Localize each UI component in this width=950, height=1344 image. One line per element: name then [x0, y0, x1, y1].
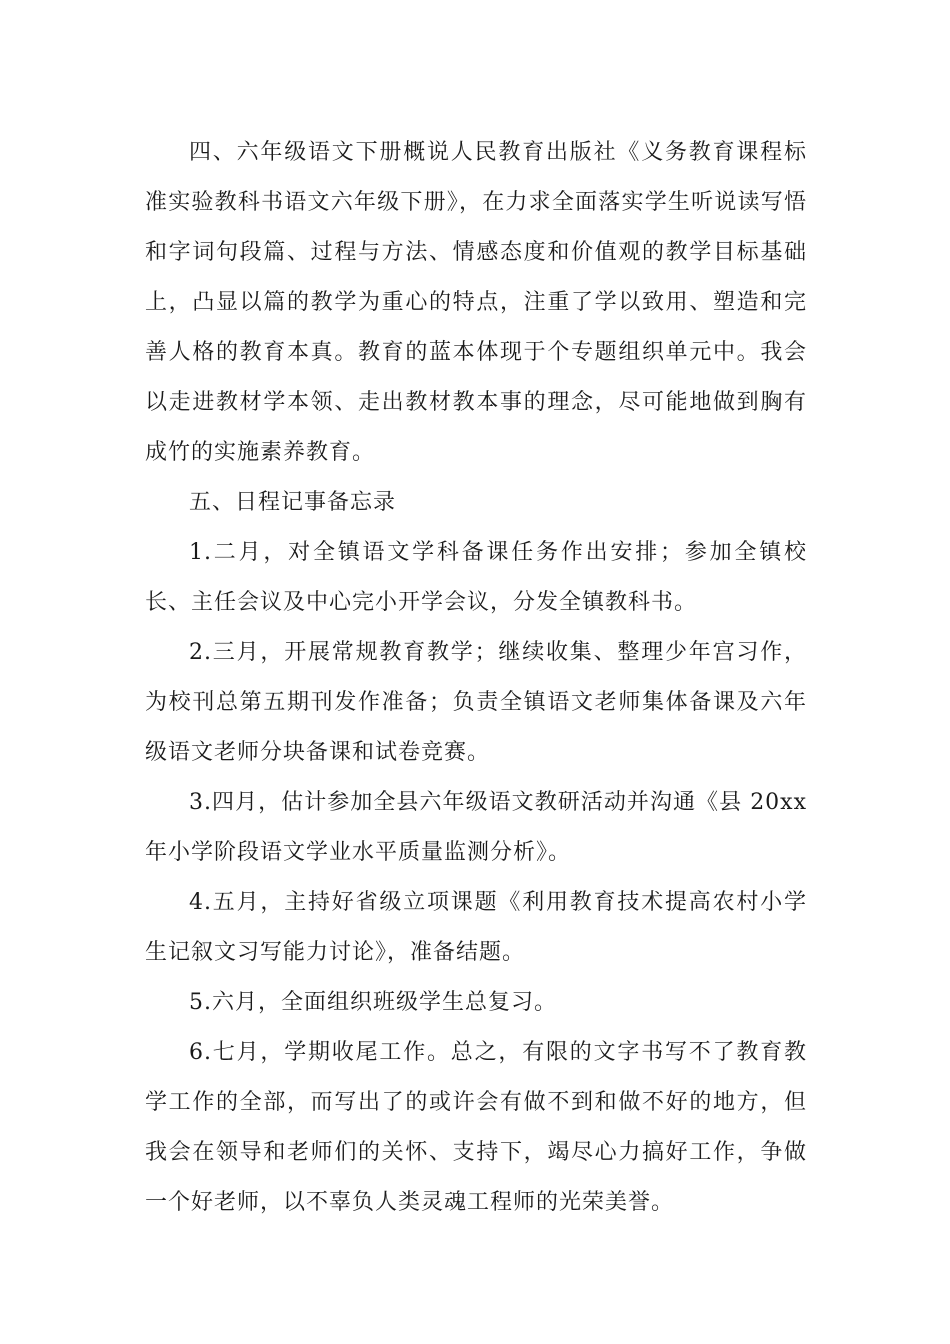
paragraph-textbook-overview: 四、六年级语文下册概说人民教育出版社《义务教育课程标准实验教科书语文六年级下册》，在力求全面落实学生听说读写悟和字词句段篇、过程与方法、情感态度和价值观的教学目标基础上，凸显以篇的教学为重心的特点，注重了学以致用、塑造和完善人格的教育本真。教育的蓝本体现于个专题组织单元中。我会以走进教材学本领、走出教材教本事的理念，尽可能地做到胸有成竹的实施素养教育。 — [145, 140, 807, 465]
paragraph-may: 4.五月，主持好省级立项课题《利用教育技术提高农村小学生记叙文习写能力讨论》，准备结题。 — [145, 890, 807, 965]
paragraph-june: 5.六月，全面组织班级学生总复习。 — [189, 990, 557, 1015]
paragraph-february: 1.二月，对全镇语文学科备课任务作出安排；参加全镇校长、主任会议及中心完小开学会议，分发全镇教科书。 — [145, 540, 807, 615]
paragraph-schedule-heading: 五、日程记事备忘录 — [189, 490, 397, 515]
paragraph-march: 2.三月，开展常规教育教学；继续收集、整理少年宫习作，为校刊总第五期刊发作准备；负责全镇语文老师集体备课及六年级语文老师分块备课和试卷竞赛。 — [145, 640, 807, 765]
document-body — [145, 128, 807, 1228]
paragraph-july-conclusion: 6.七月，学期收尾工作。总之，有限的文字书写不了教育教学工作的全部，而写出了的或许会有做不到和做不好的地方，但我会在领导和老师们的关怀、支持下，竭尽心力搞好工作，争做一个好老师，以不辜负人类灵魂工程师的光荣美誉。 — [145, 1040, 807, 1215]
paragraph-april: 3.四月，估计参加全县六年级语文教研活动并沟通《县 20xx 年小学阶段语文学业水平质量监测分析》。 — [145, 790, 807, 865]
